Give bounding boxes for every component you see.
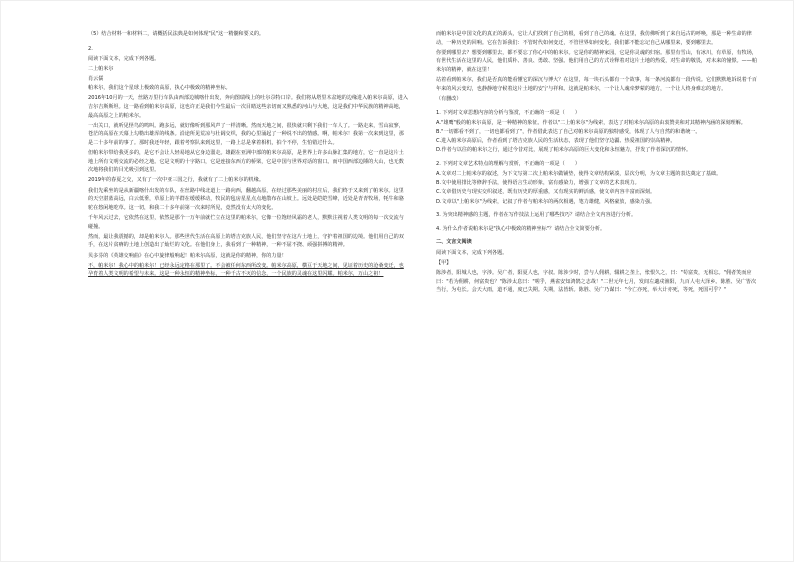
option-c: C.文章借历史与现实交织叙述，既有历史的厚重感，又有现实的鲜活感，使文章内容丰富而深刻。 (436, 189, 656, 196)
source-note: （有删改） (436, 95, 462, 102)
question-5: （5）结合材料一和材料二，请概括民法典是如何体现"民"这一精髓和要义的。 (88, 31, 265, 37)
option-b: B."一切都看不到了，一切也都看到了"，作者借此表达了自己对帕米尔高原的独特感受，体现了人与自然的和谐统一。 (436, 128, 701, 135)
article-paragraph: 千年风云过去，它依然在这里，依然是那个一万年前就伫立在这里的帕米尔，它像一位饱经风霜的老人，默默注视着人类文明的每一次交流与碰撞。 (88, 215, 404, 230)
article-paragraph: 贝多芬的《英雄交响曲》在心中旋律般响起！帕米尔高原，这就是你的精神，你的力量！ (88, 252, 287, 259)
passage-label: 【甲】 (436, 259, 452, 266)
article-paragraph: 然而，最让我震撼的，却是帕米尔人。那些世代生活在高原上的塔吉克族人民，他们坚守在这片土地上，守护着祖国的边境。他们用自己的双手，在这片贫瘠的土地上创造出了灿烂的文化。在他们身上，我看到了一种精神，一种不屈不挠、顽强拼搏的精神。 (88, 233, 404, 249)
right-column (436, 30, 758, 296)
article-paragraph: 一出关口，就听见怪鸟的鸣叫。跑多远，就好像听到那风声了一样清晰。然而天地之间，很快就只剩下我们一车人了。一路走来，雪山寂寥，苍茫的高原在天幕上勾勒出雄浑的线条。沿途所见荒凉与壮阔交织，我的心里涌起了一种说不出的情感。啊，帕米尔！我第一次来到这里，那是二十多年前的事了。那时我还年轻，跟着考察队来到这里，一路上总是拿着相机，拍个不停，生怕错过什么。 (88, 122, 404, 146)
article-paragraph: 2019年的春夏之交，又有了一次中亚三国之行，我就有了二上帕米尔的机缘。 (88, 177, 264, 184)
reading-instruction: 阅读下面文本，完成下列各题。 (436, 249, 508, 256)
reading-instruction: 阅读下面文本，完成下列各题。 (88, 55, 160, 62)
option-d: D.作者与以往的帕米尔之行，通过今昔对比，展现了帕米尔高原的巨大变化和永恒魅力，抒发了作者深沉的情怀。 (436, 147, 692, 154)
article-title: 二上帕米尔 (88, 65, 114, 72)
question-1: 1. 下列对文章思想内容的分析与鉴赏，不正确的一项是（ ） (436, 109, 581, 116)
article-paragraph: 站着看到帕米尔，我们是否真的能看懂它的深沉与博大？在这里，每一块石头都有一个故事，每一条河流都有一段传说。它们默默地诉说着千百年来的风云变幻，也静静地守候着这片土地的安宁与祥和。这就是帕米尔，一个让人魂牵梦萦的地方，一个让人终身难忘的地方。 (436, 77, 757, 92)
option-d: D.文章以"上帕米尔"为线索，记叙了作者与帕米尔的两次相遇，笔力雄健，风格豪放，感染力强。 (436, 198, 656, 205)
article-paragraph: 你要到哪里去？想要到哪里去，都不要忘了你心中的帕米尔。它是你的精神家园，它是你灵魂的归宿。那里有雪山，有冰川，有草原，有牧场，有世代生活在这里的人民，他们质朴、善良、勇敢、坚强。他们用自己的方式诠释着对这片土地的热爱，对生命的敬畏，对未来的憧憬。——帕米尔的精神，就在这里！ (436, 49, 757, 73)
section-heading: 二、文言文阅读 (436, 239, 472, 246)
option-a: A.文章对二上帕米尔的叙述，为下文写第二次上帕米尔做铺垫，使得文章结构紧凑，层次分明，为文章主题的表达奠定了基础。 (436, 171, 722, 178)
article-paragraph: 帕米尔，我们这个星球上极致的高原，执心中极致的精神坐标。 (88, 85, 231, 92)
article-paragraph: 但帕米尔带给我更多的，是它不会让人轻易地从它身边溜走。雄踞在亚洲中部的帕米尔高原，是世界上许多山脉汇集的地方，它一直是这片土地上所有文明交流的必经之地。它是文明的十字路口，它是连接东西方的桥梁，它是中国与世界对话的窗口。而中国西部边陲的大山，也无数次地将我们的目光吸引到这里。 (88, 150, 404, 174)
classical-passage: 陈涉者，阳城人也，字涉。吴广者，阳夏人也，字叔。陈涉少时，尝与人佣耕，辍耕之垄上，怅恨久之，曰："苟富贵，无相忘。"佣者笑而应曰："若为佣耕，何富贵也？"陈涉太息曰："嗟乎，燕雀安知鸿鹄之志哉！"二世元年七月，发闾左適戍渔阳，九百人屯大泽乡。陈胜、吴广皆次当行，为屯长。会天大雨，道不通，度已失期。失期，法皆斩。陈胜、吴广乃谋曰："今亡亦死，举大计亦死，等死，死国可乎？" (436, 269, 757, 294)
question-4: 4. 为什么作者说帕米尔是"执心中极致的精神坐标"？请结合全文简要分析。 (436, 225, 606, 232)
question-3: 3. 为突出精神感的主题，作者在写作技法上运用了哪些技巧？请结合全文内容进行分析。 (436, 212, 637, 219)
underlined-passage: 不，帕米尔！我心中的帕米尔！已经永远定格在那里了。不会被任何东西所改变。帕米尔高原，横亘于天地之间，见证着历史的沧桑变迁，也孕育着人类文明的希望与未来。这是一种永恒的精神坐标，一种千古不灭的信念，一个民族的灵魂在这里闪耀。帕米尔，万山之祖！ (88, 262, 404, 278)
article-paragraph: 而帕米尔是中国文化的真正的源头，它让人们找到了自己的根，看到了自己的魂。在这里，我仿佛听到了来自远古的呼唤，那是一种生命的律动，一种历史的回响。它在告诉我们：不管时代如何变迁，不管世界如何变化，我们都不能忘记自己从哪里来，要到哪里去。 (436, 31, 752, 46)
option-c: C.进入帕米尔高原后，作者看到了塔吉克族人民的生活状态，表现了他们坚守边疆、热爱祖国的崇高精神。 (436, 138, 676, 145)
article-paragraph: 我们先乘坐的是从新疆喀什出发的车队，在丝路中线北道上一路向西，翻越高原，在经过那些美丽的村庄后，我们终于又来到了帕米尔。这里的天空湛蓝高远，白云低垂，草原上的羊群在缓缓移动，牧民的毡房星星点点地散布在山坡上。远处是皑皑雪峰，近处是青青牧场，牦牛和骆驼在悠闲地吃草。这一切，和我二十多年前第一次来时所见，竟然没有太大的变化。 (88, 187, 404, 211)
article-author: 肖云儒 (88, 75, 104, 82)
article-paragraph: 2016年10月的一天，丝路万里行车队由西部边城喀什出发，奔向图瑞线上的吐尔尕特口岸。我们将从塔里木盆地的边缘进入帕米尔高原，进入吉尔吉斯斯坦。这一路看到帕米尔高原，这也许正是我们今生最后一次目睹这些亲切而又熟悉的河山与大地，这是我们中华民族的精神高地，最高高原之上的帕米尔。 (88, 95, 408, 119)
question-2: 2. 下列对文章艺术特点的理解与赏析，不正确的一项是（ ） (436, 160, 581, 167)
left-column (88, 30, 408, 281)
question-number: 2. (88, 45, 93, 52)
option-b: B.文中使用排比等修辞手法，使得语言生动形象，富有感染力，增强了文章的艺术表现力。 (436, 180, 640, 187)
option-a: A."雄鹰"般的帕米尔高原，是一种精神的象征。作者以"二上帕米尔"为线索，表达了对帕米尔高原的由衷赞美和对其精神内涵的深刻理解。 (436, 119, 746, 126)
